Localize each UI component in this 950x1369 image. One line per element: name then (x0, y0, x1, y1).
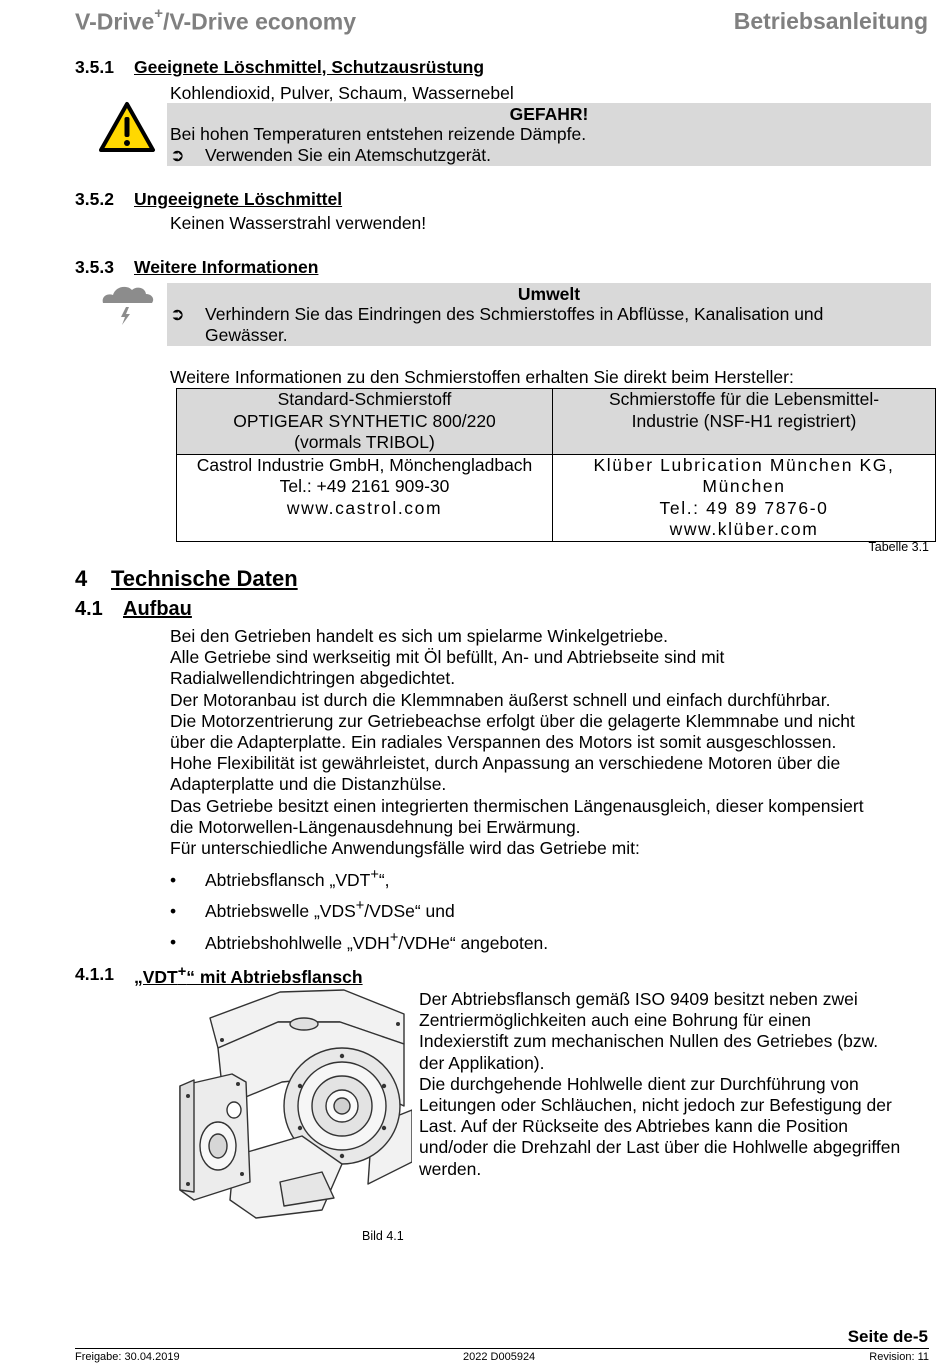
page-number: Seite de-5 (847, 1327, 928, 1346)
section-title: Ungeeignete Löschmittel (134, 189, 343, 209)
table-cell (177, 389, 553, 455)
list-sup: + (389, 929, 399, 946)
warning-icon (98, 101, 156, 153)
figure-caption: Bild 4.1 (362, 1229, 404, 1243)
danger-box (167, 103, 931, 166)
bullet: • (170, 932, 177, 953)
arrow-icon: ➲ (170, 304, 185, 324)
title-part: V-Drive (75, 8, 155, 35)
section-heading-353 (75, 257, 875, 279)
chapter-heading (75, 566, 298, 592)
list-text: /VDHe“ angeboten. (398, 932, 549, 953)
list-text: “, (378, 869, 390, 890)
cell-line: OPTIGEAR SYNTHETIC 800/220 (233, 410, 496, 431)
text-line: Radialwellendichtringen abgedichtet. (170, 668, 456, 689)
document-title (75, 5, 357, 36)
text-line: Adapterplatte und die Distanzhülse. (170, 774, 447, 795)
danger-title: GEFAHR! (509, 104, 589, 124)
section-title (134, 964, 363, 988)
arrow-icon: ➲ (170, 145, 185, 165)
section-heading-351 (75, 57, 875, 79)
section-title: Geeignete Löschmittel, Schutzausrüstung (134, 57, 485, 77)
title-sup: + (154, 5, 164, 22)
list-text: Abtriebsflansch „VDT (205, 869, 371, 890)
cell-line: (vormals TRIBOL) (294, 432, 435, 452)
unsuitable-text: Keinen Wasserstrahl verwenden! (170, 213, 427, 233)
cell-line: Tel.: +49 2161 909-30 (279, 476, 450, 496)
text-line: Zentriermöglichkeiten auch eine Bohrung für einen (419, 1010, 812, 1031)
document-type: Betriebsanleitung (733, 8, 928, 34)
section-number: 4.1 (75, 598, 103, 620)
bullet: • (170, 869, 177, 890)
section-heading-41 (75, 598, 475, 622)
title-sup: + (177, 964, 187, 980)
section-number: 4.1.1 (75, 964, 114, 984)
table-row (177, 389, 936, 455)
footer-rule (75, 1348, 929, 1349)
chapter-number: 4 (75, 566, 88, 591)
document-number: 2022 D005924 (463, 1351, 536, 1363)
text-line: Das Getriebe besitzt einen integrierten thermischen Längenausgleich, dieser kompensiert (170, 795, 864, 816)
text-line: Leitungen oder Schläuchen, nicht jedoch zur Befestigung der (419, 1095, 892, 1116)
list-sup: + (355, 898, 365, 915)
list-sup: + (370, 867, 379, 883)
text-line: Der Abtriebsflansch gemäß ISO 9409 besitzt neben zwei (419, 989, 858, 1009)
table-caption: Tabelle 3.1 (868, 540, 929, 554)
text-line: Alle Getriebe sind werkseitig mit Öl befüllt, An- und Abtriebseite sind mit (170, 647, 725, 668)
text-line: Die Motorzentrierung zur Getriebeachse erfolgt über die gelagerte Klemmnabe und nicht (170, 710, 855, 731)
cell-line: München (702, 476, 786, 496)
text-line: Last. Auf der Rückseite des Abtriebes kann die Position (419, 1116, 849, 1137)
section-heading-411 (75, 964, 675, 988)
cell-line: Industrie (NSF-H1 registriert) (631, 410, 857, 431)
chapter-title: Technische Daten (111, 566, 298, 591)
list-text: Abtriebshohlwelle „VDH (205, 932, 390, 953)
cell-line: Standard-Schmierstoff (277, 389, 452, 409)
environment-cloud-icon (99, 282, 155, 328)
list-item (170, 925, 548, 956)
table-cell (553, 389, 936, 455)
cell-line: www.castrol.com (286, 497, 443, 518)
list-text: /VDSe“ und (364, 901, 455, 922)
flange-description (419, 989, 900, 1180)
text-line: über die Adapterplatte. Ein radiales Verspannen des Motors ist somit ausgeschlossen. (170, 732, 837, 753)
section-number: 3.5.2 (75, 189, 114, 209)
structure-paragraph (170, 626, 864, 859)
text-line: und/oder die Drehzahl der Last über die Hohlwelle abgegriffen (419, 1137, 901, 1158)
section-heading-352 (75, 189, 875, 211)
list-item (170, 862, 548, 893)
bullet: • (170, 901, 177, 922)
title-part: “ mit Abtriebsflansch (186, 966, 363, 987)
text-line: werden. (419, 1158, 482, 1179)
cell-line: Klüber Lubrication München KG, (593, 454, 895, 475)
text-line: Hohe Flexibilität ist gewährleistet, durch Anpassung an verschiedene Motoren über die (170, 753, 841, 774)
section-number: 3.5.1 (75, 57, 114, 77)
danger-instruction: Verwenden Sie ein Atemschutzgerät. (205, 145, 492, 165)
cell-line: Castrol Industrie GmbH, Mönchengladbach (196, 454, 533, 475)
gearbox-drawing (172, 986, 412, 1222)
section-number: 3.5.3 (75, 257, 114, 277)
title-part: /V-Drive economy (163, 8, 357, 35)
cell-line: www.klüber.com (669, 519, 819, 539)
title-part: „VDT (134, 966, 178, 987)
cell-line: Schmierstoffe für die Lebensmittel- (608, 389, 880, 409)
text-line: Der Motoranbau ist durch die Klemmnaben äußerst schnell und einfach durchführbar. (170, 689, 831, 710)
environment-title: Umwelt (517, 284, 581, 304)
list-item (170, 893, 548, 924)
lubricant-table (176, 388, 936, 542)
manufacturer-intro: Weitere Informationen zu den Schmierstoffen erhalten Sie direkt beim Hersteller: (170, 367, 794, 387)
section-title: Aufbau (123, 598, 192, 620)
environment-box (167, 283, 931, 346)
list-text: Abtriebswelle „VDS (205, 901, 356, 922)
text-line: der Applikation). (419, 1052, 545, 1073)
text-line: Die durchgehende Hohlwelle dient zur Durchführung von (419, 1073, 859, 1094)
environment-text: Gewässer. (205, 325, 288, 345)
text-line: Indexierstift zum mechanischen Nullen des Getriebes (bzw. (419, 1031, 879, 1052)
environment-text: Verhindern Sie das Eindringen des Schmierstoffes in Abflüsse, Kanalisation und (205, 304, 824, 324)
cell-line: Tel.: 49 89 7876-0 (659, 497, 829, 518)
section-title: Weitere Informationen (134, 257, 319, 277)
danger-text: Bei hohen Temperaturen entstehen reizende Dämpfe. (170, 124, 587, 144)
text-line: die Motorwellen-Längenausdehnung bei Erwärmung. (170, 816, 581, 837)
table-cell (177, 454, 553, 541)
variant-list (170, 862, 548, 956)
text-line: Bei den Getrieben handelt es sich um spielarme Winkelgetriebe. (170, 626, 669, 646)
table-row (177, 454, 936, 541)
text-line: Für unterschiedliche Anwendungsfälle wird das Getriebe mit: (170, 838, 640, 859)
extinguishers-text: Kohlendioxid, Pulver, Schaum, Wassernebel (170, 83, 514, 103)
table-cell (553, 454, 936, 541)
release-date: Freigabe: 30.04.2019 (75, 1351, 180, 1363)
revision: Revision: 11 (869, 1351, 929, 1363)
